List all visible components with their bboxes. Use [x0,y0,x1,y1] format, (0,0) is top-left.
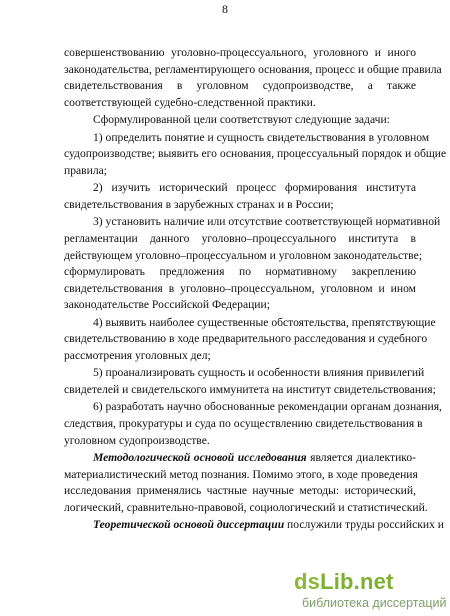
text-line: судопроизводстве; выявить его основания, процессуальный порядок и общие [64,147,447,161]
text-line: правила; [64,163,107,177]
paragraph [64,130,447,180]
body-text [64,45,447,534]
text-line: Сформулированной цели соответствуют следующие задачи: [93,113,390,127]
text-line: 1) определить понятие и сущность свидетельствования в уголовном [93,130,430,144]
text-line: законодательства, регламентирующего основания, процесс и общие правила [64,62,442,76]
text-line: уголовном судопроизводстве. [64,433,210,447]
logo-prefix: ds [294,569,321,594]
text-line: свидетельствованию в ходе предварительного расследования и судебного [64,332,428,346]
text-line: материалистический метод познания. Помимо этого, в ходе проведения [64,467,418,481]
text-line: 6) разработать научно обоснованные рекомендации органам дознания, [93,400,442,414]
paragraph [64,399,442,449]
text-line: логический, сравнительно-правовой, социологический и статистический. [64,500,428,514]
text-line [64,517,444,534]
logo-main: Lib.net [320,569,394,594]
text-line: рассмотрения уголовных дел; [64,348,211,362]
paragraph [64,450,428,516]
text-line: следствия, прокуратуры и суда по осуществлению свидетельствования в [64,417,423,431]
text-line: соответствующей судебно-следственной практики. [64,95,316,109]
dslib-logo [294,569,394,595]
paragraph [64,365,436,398]
paragraph [64,214,441,313]
paragraph [64,45,442,111]
bold-lead: Методологической основой исследования [93,451,307,465]
bold-lead: Теоретической основой диссертации [93,518,285,532]
paragraph [64,180,416,213]
text-line [64,450,416,467]
lead-rest: послужили труды российских и [284,518,444,532]
text-line: свидетельствования в уголовно–процессуальном, уголовном и ином [64,281,416,295]
paragraph [64,315,436,365]
text-line: 5) проанализировать сущность и особенности влияния привилегий [93,366,425,380]
watermark-subtitle: библиотека диссертаций [302,596,447,610]
text-line: 3) установить наличие или отсутствие соответствующей нормативной [93,215,441,229]
text-line: исследования применялись частные научные методы: исторический, [64,484,416,498]
text-line: свидетелей и свидетельского иммунитета на институт свидетельствования; [64,382,436,396]
text-line: 2) изучить исторический процесс формирования института [93,181,416,195]
dslib-watermark[interactable] [294,569,447,615]
text-line: совершенствованию уголовно-процессуального, уголовного и иного [64,46,416,59]
text-line: свидетельствования в зарубежных странах и в России; [64,197,334,211]
paragraph [64,112,416,129]
lead-rest: является диалектико- [306,451,416,465]
text-line: сформулировать предложения по нормативному закреплению [64,265,416,279]
page-number: 8 [222,2,228,16]
text-line: законодательстве Российской Федерации; [64,298,270,312]
text-line: действующем уголовно–процессуальном и уголовном законодательстве; [64,248,422,262]
text-line: свидетельствования в уголовном судопроизводстве, а также [64,79,416,93]
text-line: 4) выявить наиболее существенные обстоятельства, препятствующие [93,315,436,329]
text-line: регламентации данного уголовно–процессуального института в [64,232,416,246]
paragraph [64,517,444,534]
